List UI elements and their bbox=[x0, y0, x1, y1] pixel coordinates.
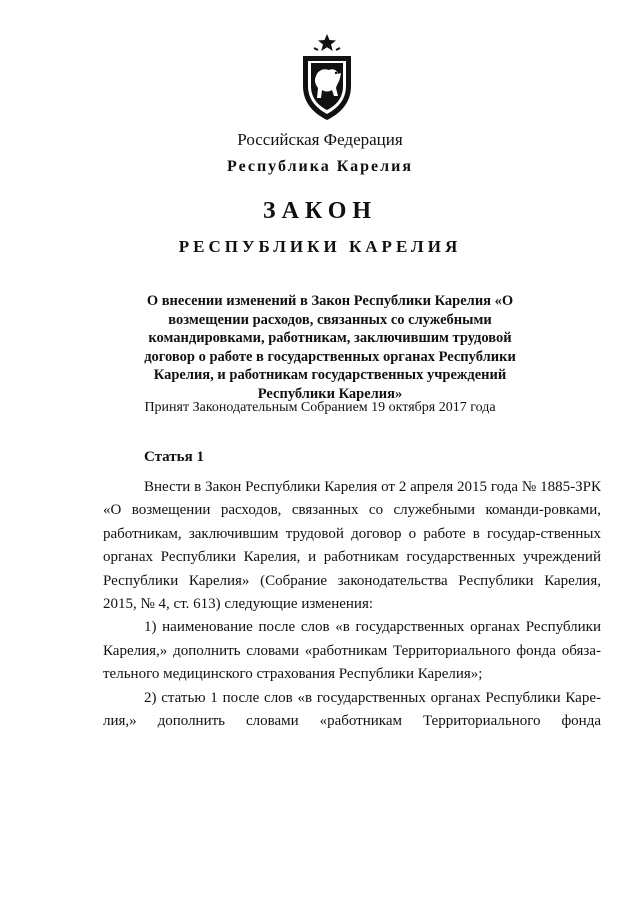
adoption-note: Принят Законодательным Собранием 19 октября 2017 года bbox=[144, 400, 496, 415]
article-heading: Статья 1 bbox=[144, 449, 204, 465]
republic-name: Республика Карелия bbox=[227, 158, 413, 175]
country-name: Российская Федерация bbox=[237, 130, 403, 149]
paragraph: 2) статью 1 после слов «в государственных органах Республики Каре-лия,» дополнить словами «работникам Территориального фонда bbox=[103, 689, 601, 730]
paragraph: 1) наименование после слов «в государственных органах Республики Карелия,» дополнить словами «работникам Территориального фонда обяза-тельного медицинского страхования Республики Карелия»; bbox=[103, 619, 601, 683]
article-body bbox=[103, 476, 601, 733]
coat-of-arms-icon bbox=[297, 32, 357, 124]
law-subtitle: РЕСПУБЛИКИ КАРЕЛИЯ bbox=[178, 237, 462, 256]
paragraph: Внести в Закон Республики Карелия от 2 апреля 2015 года № 1885-ЗРК «О возмещении расходов, связанных со служебными команди-ровками, работникам, заключившим трудовой договор о работе в государ-ственных органах Республики Карелия, и работникам государственных учреждений Республики Карелия» (Собрание законодательства Республики Карелия, 2015, № 4, ст. 613) следующие изменения: bbox=[103, 479, 601, 613]
document-title: О внесении изменений в Закон Республики Карелия «О возмещении расходов, связанных со служебными командировками, работникам, заключившим трудовой договор о работе в государственных органах Республики Карелия, и работникам государственных учреждений Республики Карелия» bbox=[144, 293, 516, 402]
law-title: ЗАКОН bbox=[262, 198, 378, 224]
